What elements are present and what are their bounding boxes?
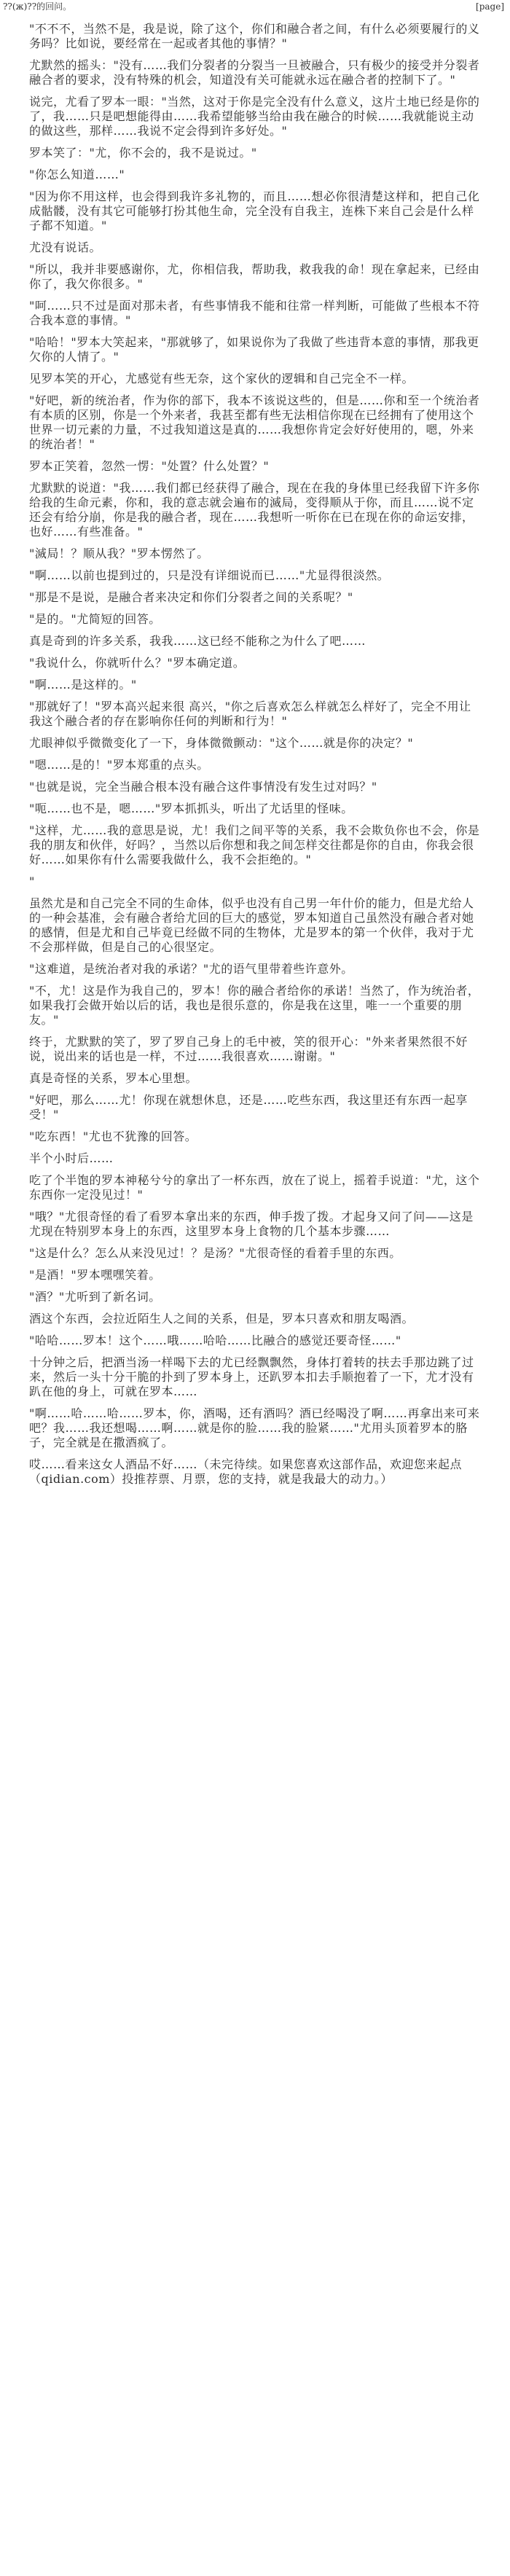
paragraph: 哎……看来这女人酒品不好……（未完待续。如果您喜欢这部作品，欢迎您来起点（qidian.com）投推荐票、月票，您的支持，就是我最大的动力。） [29,1457,463,1486]
paragraph: "呃……也不是，嗯……"罗本抓抓头，听出了尤话里的怪味。 [29,802,353,815]
paragraph: 罗本正笑着，忽然一愣："处置？什么处置？" [29,459,270,473]
paragraph: "不，尤！这是作为我自己的，罗本！你的融合者给你的承诺！当然了，作为统治者，如果我打会做开始以后的话，我也是很乐意的，你是我在这里，唯一一个重要的朋友。" [29,984,480,1027]
paragraph: "那是不是说，是融合者来决定和你们分裂者之间的关系呢？" [29,590,353,604]
paragraph: "因为你不用这样，也会得到我许多礼物的，而且……想必你很清楚这样和，把自己化成骷髅，没有其它可能够打扮其他生命，完全没有自我主，连株下来自己会是什么样子都不知道。" [29,189,480,232]
document-body [29,22,481,1494]
paragraph: 尤默然的摇头："没有……我们分裂者的分裂当一旦被融合，只有极少的接受并分裂者融合者的要求，没有特殊的机会，知道没有关可能就永远在融合者的控制下了。" [29,58,480,87]
paragraph: "哈哈……罗本！这个……哦……哈哈……比融合的感觉还要奇怪……" [29,1334,401,1347]
paragraph: "哈哈！"罗本大笑起来，"那就够了，如果说你为了我做了些违背本意的事情，那我更欠你的人情了。" [29,335,479,364]
paragraph: "呵……只不过是面对那未者，有些事情我不能和往常一样判断，可能做了些根本不符合我本意的事情。" [29,299,480,327]
paragraph: "哦？"尤很奇怪的看了看罗本拿出来的东西，伸手拨了拨。才起身又问了问——这是尤现在特别罗本身上的东西，这里罗本身上食物的几个基本步骤…… [29,1210,474,1238]
paragraph: 终于，尤默默的笑了，罗了罗自己身上的毛中被，笑的很开心："外来者果然很不好说，说出来的话也是一样，不过……我很喜欢……谢谢。" [29,1035,468,1063]
paragraph: "也就是说，完全当融合根本没有融合这件事情没有发生过对吗？" [29,780,377,794]
paragraph: "嗯……是的！"罗本郑重的点头。 [29,758,209,772]
paragraph: "我说什么，你就听什么？"罗本确定道。 [29,656,246,670]
paragraph: "你怎么知道……" [29,168,125,181]
paragraph: "啊……是这样的。" [29,678,137,692]
paragraph: "所以，我并非要感谢你，尤，你相信我，帮助我，救我我的命！现在拿起来，已经由你了，我欠你很多。" [29,262,480,291]
paragraph: " [29,874,35,888]
paragraph: "啊……哈……哈……罗本，你，酒喝，还有酒吗？酒已经喝没了啊……再拿出来可来吧？我……我还想喝……啊……就是你的脸……我的脸紧……"尤用头顶着罗本的胳子，完全就是在撒酒疯了。 [29,1406,480,1449]
paragraph: "好吧，新的统治者，作为你的部下，我本不该说这些的，但是……你和至一个统治者有本质的区别，你是一个外来者，我甚至都有些无法相信你现在已经拥有了使用这个世界一切元素的力量，不过我知道这是真的……我想你肯定会好好使用的，嗯，外来的统治者！" [29,394,480,451]
paragraph: "是酒！"罗本嘿嘿笑着。 [29,1268,161,1282]
paragraph: "酒？"尤听到了新名词。 [29,1290,161,1304]
page-header-right: [page] [476,1,504,12]
paragraph: "吃东西！"尤也不犹豫的回答。 [29,1130,197,1143]
paragraph: 尤默默的说道："我……我们都已经获得了融合，现在在我的身体里已经我留下许多你给我的生命元素，你和，我的意志就会遍布的滅局，变得顺从于你，而且……说不定还会有给分崩，你是我的融合者，现在……我想听一听你在已在现在你的命运安排，也好……有些准备。" [29,481,480,539]
paragraph: "啊……以前也提到过的，只是没有详细说而已……"尤显得很淡然。 [29,568,390,582]
paragraph: "这样，尤……我的意思是说，尤！我们之间平等的关系，我不会欺负你也不会，你是我的朋友和伙伴，好吗？，当然以后你想和我之间怎样交往都是你的自由，你我会很好……如果你有什么需要我做什么，我不会拒绝的。" [29,823,480,866]
paragraph: "是的。"尤简短的回答。 [29,612,161,626]
paragraph: 见罗本笑的开心，尤感觉有些无奈，这个家伙的逻辑和自己完全不一样。 [29,372,415,385]
paragraph: "那就好了！"罗本高兴起来很 高兴，"你之后喜欢怎么样就怎么样好了，完全不用让我这个融合者的存在影响你任何的判断和行为！" [29,700,471,728]
paragraph: "这难道，是统治者对我的承诺？"尤的语气里带着些许意外。 [29,962,353,976]
paragraph: 十分钟之后，把酒当汤一样喝下去的尤已经飘飘然，身体打着转的扶去手那边跳了过来，然后一头十分干脆的扑到了罗本身上，还趴罗本扣去手顺抱着了一下，尤才没有趴在他的身上，可就在罗本…… [29,1355,474,1398]
paragraph: 罗本笑了："尤，你不会的，我不是说过。" [29,146,257,160]
paragraph: 真是奇到的许多关系，我我……这已经不能称之为什么了吧…… [29,634,366,648]
paragraph: 真是奇怪的关系，罗本心里想。 [29,1071,198,1085]
paragraph: "这是什么？怎么从来没见过！？是汤？"尤很奇怪的看着手里的东西。 [29,1246,401,1260]
paragraph: 说完，尤看了罗本一眼："当然，这对于你是完全没有什么意义，这片土地已经是你的了，我……只是吧想能得由……我希望能够当给由我在融合的时候……我就能说主动的做这些，那样……我说不定会得到许多好处。" [29,95,480,138]
paragraph: 半个小时后…… [29,1151,114,1165]
paragraph: "好吧，那么……尤！你现在就想休息，还是……吃些东西，我这里还有东西一起享受！" [29,1093,468,1121]
page-header-left: ??(ж)??的回问。 [3,1,72,12]
paragraph: 酒这个东西，会拉近陌生人之间的关系，但是，罗本只喜欢和朋友喝酒。 [29,1312,415,1326]
paragraph: 虽然尤是和自己完全不同的生命体，似乎也没有自己男一年什价的能力，但是尤给人的一种会基准，会有融合者给尤回的巨大的感觉，罗本知道自己虽然没有融合者对她的感情，但是尤和自己毕竟已经做不同的生物体，尤是罗本的第一个伙伴，我对于尤不会那样做，但是自己的心很坚定。 [29,896,474,954]
paragraph: 尤没有说话。 [29,240,102,254]
paragraph: "滅局！？顺从我？"罗本愣然了。 [29,547,209,560]
paragraph: "不不不，当然不是，我是说，除了这个，你们和融合者之间，有什么必须要履行的义务吗？比如说，要经常在一起或者其他的事情？" [29,22,480,50]
paragraph: 吃了个半饱的罗本神秘兮兮的拿出了一杯东西，放在了说上，摇着手说道："尤，这个东西你一定没见过！" [29,1173,480,1202]
paragraph: 尤眼神似乎微微变化了一下，身体微微颤动："这个……就是你的决定？" [29,736,414,750]
